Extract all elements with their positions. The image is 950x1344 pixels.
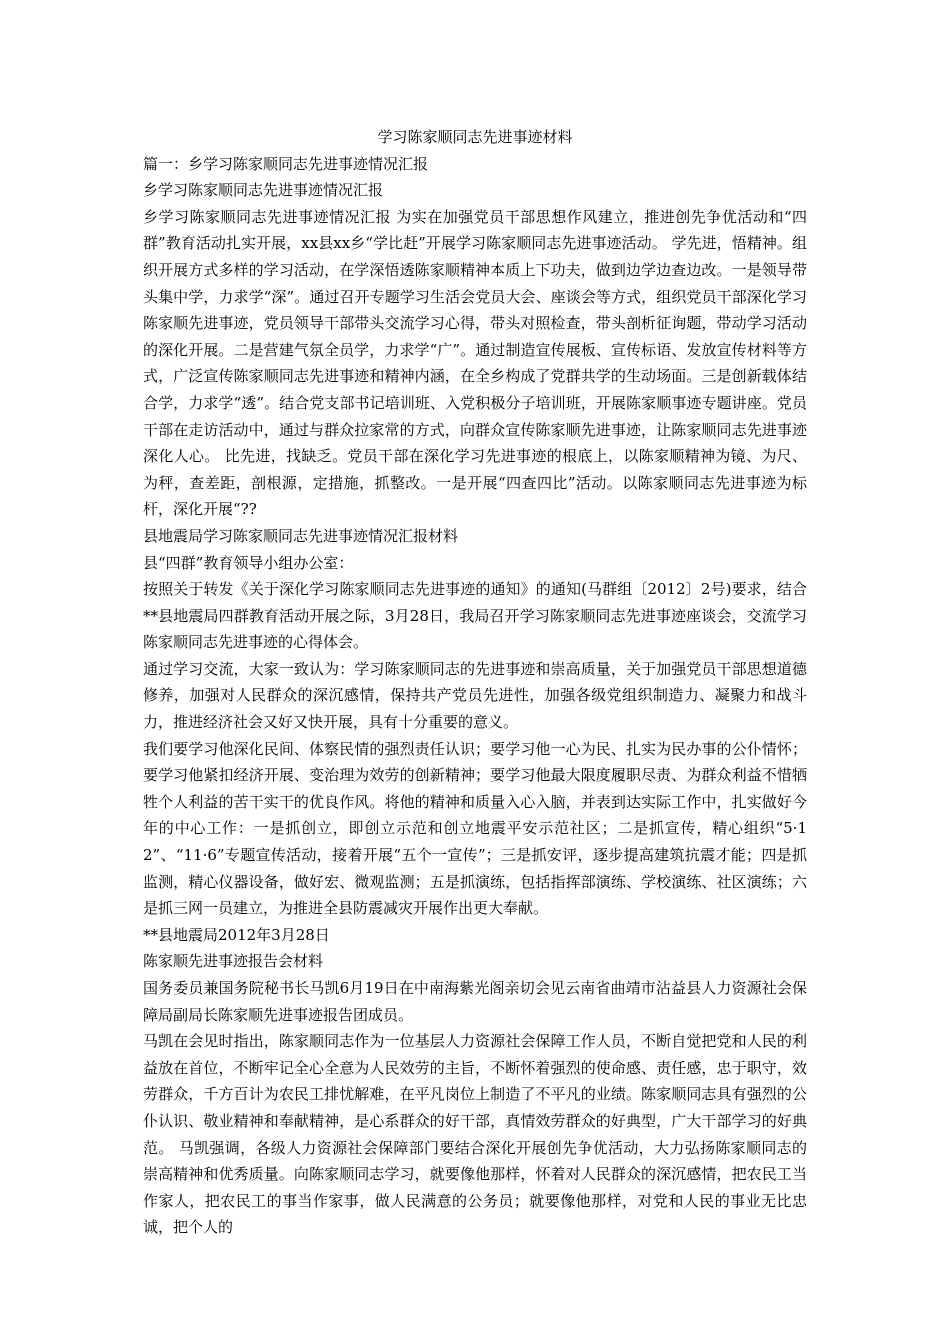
paragraph-9: **县地震局2012年3月28日 [143, 925, 330, 944]
paragraph-2: 乡学习陈家顺同志先进事迹情况汇报 [143, 181, 384, 200]
paragraph-3: 乡学习陈家顺同志先进事迹情况汇报 为实在加强党员干部思想作风建立，推进创先争优活动和“四群”教育活动扎实开展，xx县xx乡“学比赶”开展学习陈家顺同志先进事迹活动。 学先进，悟精神。组织开展方式多样的学习活动，在学深悟透陈家顺精神本质上下功夫，做到边学边查边改。一是领导带头集中学，力求学“深”。通过召开专题学习生活会党员大会、座谈会等方式，组织党员干部深化学习陈家顺先进事迹，党员领导干部带头交流学习心得，带头对照检查，带头剖析征询题，带动学习活动的深化开展。二是营建气氛全员学，力求学“广”。通过制造宣传展板、宣传标语、发放宣传材料等方式，广泛宣传陈家顺同志先进事迹和精神内涵，在全乡构成了党群共学的生动场面。三是创新载体结合学，力求学“透”。结合党支部书记培训班、入党积极分子培训班，开展陈家顺事迹专题讲座。党员干部在走访活动中，通过与群众拉家常的方式，向群众宣传陈家顺先进事迹，让陈家顺同志先进事迹深化人心。 比先进，找缺乏。党员干部在深化学习先进事迹的根底上，以陈家顺精神为镜、为尺、为秤，查差距，剖根源，定措施，抓整改。一是开展“四查四比”活动。以陈家顺同志先进事迹为标杆，深化开展“?? [143, 207, 807, 519]
paragraph-8: 我们要学习他深化民间、体察民情的强烈责任认识；要学习他一心为民、扎实为民办事的公仆情怀；要学习他紧扣经济开展、变治理为效劳的创新精神；要学习他最大限度履职尽责、为群众利益不惜牺牲个人利益的苦干实干的优良作风。将他的精神和质量入心入脑，并表到达实际工作中，扎实做好今年的中心工作：一是抓创立，即创立示范和创立地震平安示范社区；二是抓宣传，精心组织“5·12”、“11·6”专题宣传活动，接着开展“五个一宣传”；三是抓安评，逐步提高建筑抗震才能；四是抓监测，精心仪器设备，做好宏、微观监测；五是抓演练，包括指挥部演练、学校演练、社区演练；六是抓三网一员建立，为推进全县防震减灾开展作出更大奉献。 [143, 739, 807, 918]
paragraph-1: 篇一：乡学习陈家顺同志先进事迹情况汇报 [143, 154, 429, 173]
paragraph-11: 国务委员兼国务院秘书长马凯6月19日在中南海紫光阁亲切会见云南省曲靖市沾益县人力资源社会保障局副局长陈家顺先进事迹报告团成员。 [143, 979, 807, 1024]
paragraph-6: 按照关于转发《关于深化学习陈家顺同志先进事迹的通知》的通知(马群组〔2012〕2号)要求，结合**县地震局四群教育活动开展之际，3月28日，我局召开学习陈家顺同志先进事迹座谈会，交流学习陈家顺同志先进事迹的心得体会。 [143, 580, 807, 652]
paragraph-5: 县“四群”教育领导小组办公室： [143, 553, 354, 572]
document-title: 学习陈家顺同志先进事迹材料 [377, 128, 573, 146]
paragraph-10: 陈家顺先进事迹报告会材料 [143, 952, 324, 971]
paragraph-7: 通过学习交流，大家一致认为：学习陈家顺同志的先进事迹和崇高质量，关于加强党员干部思想道德修养，加强对人民群众的深沉感情，保持共产党员先进性，加强各级党组织制造力、凝聚力和战斗力，推进经济社会又好又快开展，具有十分重要的意义。 [143, 659, 807, 732]
paragraph-12: 马凯在会见时指出，陈家顺同志作为一位基层人力资源社会保障工作人员，不断自觉把党和人民的利益放在首位，不断牢记全心全意为人民效劳的主旨，不断怀着强烈的使命感、责任感，忠于职守，效劳群众，千方百计为农民工排忧解难，在平凡岗位上制造了不平凡的业绩。陈家顺同志具有强烈的公仆认识、敬业精神和奉献精神，是心系群众的好干部，真情效劳群众的好典型，广大干部学习的好典范。 马凯强调，各级人力资源社会保障部门要结合深化开展创先争优活动，大力弘扬陈家顺同志的崇高精神和优秀质量。向陈家顺同志学习，就要像他那样，怀着对人民群众的深沉感情，把农民工当作家人，把农民工的事当作家事，做人民满意的公务员；就要像他那样，对党和人民的事业无比忠诚，把个人的 [143, 1032, 807, 1237]
paragraph-4: 县地震局学习陈家顺同志先进事迹情况汇报材料 [143, 526, 459, 545]
document-body [143, 124, 807, 1241]
